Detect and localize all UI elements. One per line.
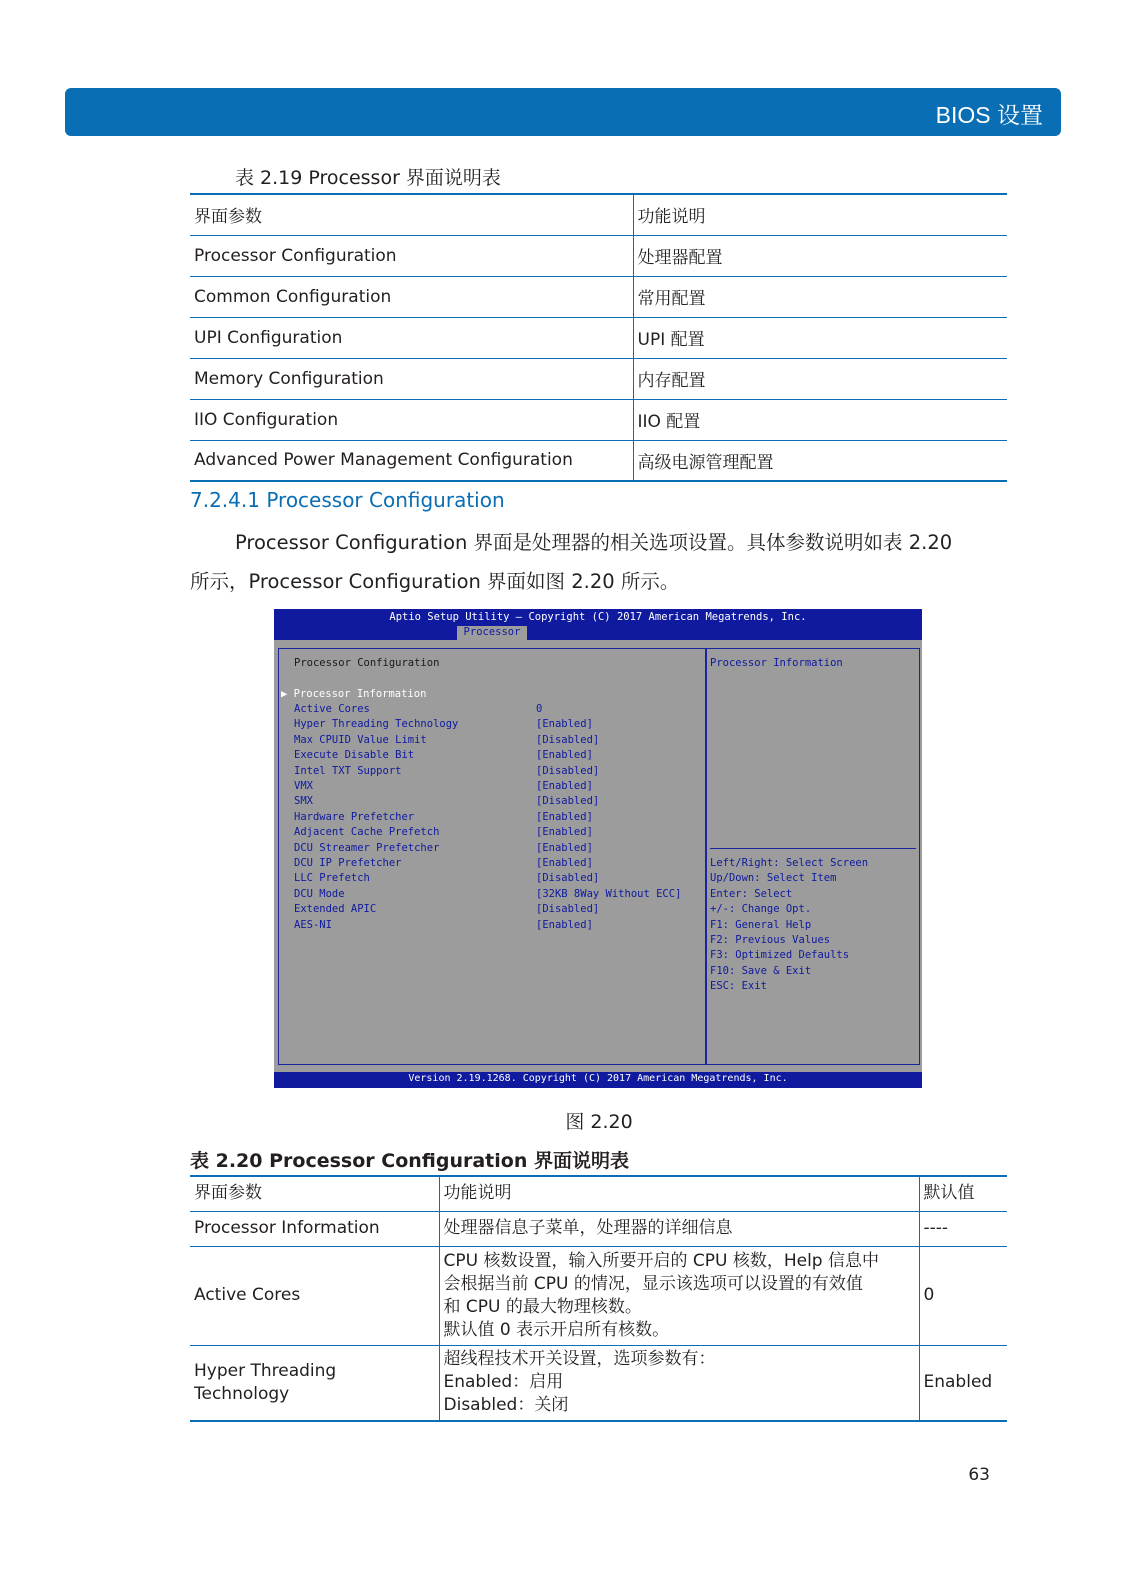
bios-item-label[interactable]: Execute Disable Bit <box>294 749 415 762</box>
table2 <box>190 1175 1007 1422</box>
bios-key-hint: Left/Right: Select Screen <box>710 857 869 869</box>
table-row <box>190 1211 1007 1246</box>
bios-item-value[interactable]: [32KB 8Way Without ECC] <box>536 887 682 900</box>
bios-item-value[interactable]: [Disabled] <box>536 903 600 916</box>
table-cell-line: 处理器信息子菜单，处理器的详细信息 <box>443 1218 733 1238</box>
bios-item-value[interactable]: [Enabled] <box>536 780 593 792</box>
table-row <box>190 276 1007 317</box>
bios-key-hint: F2: Previous Values <box>710 934 831 946</box>
table-cell-line: Disabled：关闭 <box>443 1395 569 1416</box>
bios-tab-processor: Processor <box>457 626 527 640</box>
table-cell: UPI 配置 <box>633 317 1007 358</box>
table-cell-line: 会根据当前 CPU 的情况，显示该选项可以设置的有效值 <box>443 1273 863 1294</box>
table-cell: IIO Configuration <box>190 399 633 440</box>
table2-header-row <box>190 1176 1007 1211</box>
table-cell: 高级电源管理配置 <box>633 440 1007 481</box>
table-cell: 常用配置 <box>633 276 1007 317</box>
page-number: 63 <box>968 1465 990 1485</box>
bios-item-label[interactable]: DCU Mode <box>294 887 345 900</box>
bios-panel-title: Processor Configuration <box>294 657 440 669</box>
bios-item-label[interactable]: AES-NI <box>294 918 332 931</box>
header-title: BIOS 设置 <box>935 102 1043 128</box>
bios-footer: Version 2.19.1268. Copyright (C) 2017 American Megatrends, Inc. <box>274 1072 922 1088</box>
bios-item-label[interactable]: Extended APIC <box>294 903 377 916</box>
bios-item-value[interactable]: [Disabled] <box>536 764 600 777</box>
table-cell-line: 超线程技术开关设置，选项参数有： <box>443 1349 716 1370</box>
bios-key-hint: Enter: Select <box>710 887 793 900</box>
table2-caption: 表 2.20 Processor Configuration 界面说明表 <box>190 1150 629 1172</box>
table-cell <box>439 1211 919 1246</box>
table2-header-cell: 功能说明 <box>439 1176 919 1211</box>
table-cell-line: 和 CPU 的最大物理核数。 <box>443 1296 642 1317</box>
table-cell: Processor Configuration <box>190 235 633 276</box>
bios-item-value[interactable]: [Enabled] <box>536 718 593 731</box>
bios-item-value[interactable]: [Enabled] <box>536 810 593 823</box>
bios-title: Aptio Setup Utility – Copyright (C) 2017 American Megatrends, Inc. <box>389 611 807 623</box>
bios-right-panel <box>706 648 920 1065</box>
table1-header-cell: 界面参数 <box>190 194 633 235</box>
table1-caption: 表 2.19 Processor 界面说明表 <box>235 167 501 189</box>
bios-item-value[interactable]: [Enabled] <box>536 841 593 854</box>
bios-key-hint: Up/Down: Select Item <box>710 872 837 885</box>
paragraph-line: Processor Configuration 界面是处理器的相关选项设置。具体参数说明如表 2.20 <box>235 531 953 554</box>
table-cell: Advanced Power Management Configuration <box>190 440 633 481</box>
table-cell: 0 <box>919 1246 1007 1345</box>
bios-submenu-item: ▶ Processor Information <box>281 688 427 700</box>
table-cell: Common Configuration <box>190 276 633 317</box>
table-row <box>190 399 1007 440</box>
bios-item-label[interactable]: Hardware Prefetcher <box>294 810 415 823</box>
bios-item-label[interactable]: DCU IP Prefetcher <box>294 857 402 869</box>
table-cell: Hyper Threading Technology <box>190 1345 439 1421</box>
header-bar <box>65 88 1061 136</box>
bios-title-bar <box>274 609 922 640</box>
bios-item-value[interactable]: [Enabled] <box>536 826 593 839</box>
section-heading: 7.2.4.1 Processor Configuration <box>190 488 505 512</box>
bios-item-value[interactable]: 0 <box>536 703 543 715</box>
bios-item-value[interactable]: [Enabled] <box>536 749 593 762</box>
table-cell: 内存配置 <box>633 358 1007 399</box>
table-row <box>190 440 1007 481</box>
bios-item-label[interactable]: LLC Prefetch <box>294 872 370 885</box>
table1 <box>190 193 1007 482</box>
table-row <box>190 317 1007 358</box>
bios-item-label[interactable]: Max CPUID Value Limit <box>294 733 427 746</box>
table-row <box>190 235 1007 276</box>
table1-header-row <box>190 194 1007 235</box>
bios-item-value[interactable]: [Disabled] <box>536 733 600 746</box>
table-cell: Processor Information <box>190 1211 439 1246</box>
table-cell <box>439 1246 919 1345</box>
table-cell: UPI Configuration <box>190 317 633 358</box>
table-cell: Active Cores <box>190 1246 439 1345</box>
bios-key-hint: F3: Optimized Defaults <box>710 949 850 962</box>
table-row <box>190 1246 1007 1345</box>
table2-header-cell: 界面参数 <box>190 1176 439 1211</box>
bios-item-value[interactable]: [Disabled] <box>536 872 600 885</box>
paragraph-line: 所示，Processor Configuration 界面如图 2.20 所示。 <box>190 570 680 593</box>
bios-key-hint: F1: General Help <box>710 918 812 931</box>
table-cell: IIO 配置 <box>633 399 1007 440</box>
bios-item-label[interactable]: Intel TXT Support <box>294 764 402 777</box>
bios-item-value[interactable]: [Disabled] <box>536 795 600 808</box>
table-row <box>190 1345 1007 1421</box>
table-cell: Enabled <box>919 1345 1007 1421</box>
table-cell-line: Enabled：启用 <box>443 1372 564 1393</box>
bios-help-title: Processor Information <box>710 657 843 669</box>
bios-key-hint: +/-: Change Opt. <box>710 903 812 916</box>
bios-item-label[interactable]: VMX <box>294 780 313 792</box>
bios-item-label[interactable]: Hyper Threading Technology <box>294 718 459 731</box>
bios-key-hint: ESC: Exit <box>710 980 767 993</box>
table-cell: 处理器配置 <box>633 235 1007 276</box>
table1-header-cell: 功能说明 <box>633 194 1007 235</box>
figure-caption: 图 2.20 <box>565 1111 633 1133</box>
bios-item-value[interactable]: [Enabled] <box>536 918 593 931</box>
table2-header-cell: 默认值 <box>919 1176 1007 1211</box>
bios-screenshot <box>274 609 922 1088</box>
bios-item-label[interactable]: Adjacent Cache Prefetch <box>294 826 440 839</box>
bios-left-panel <box>278 648 706 1065</box>
bios-item-value[interactable]: [Enabled] <box>536 857 593 869</box>
table-cell-line: CPU 核数设置，输入所要开启的 CPU 核数，Help 信息中 <box>443 1250 879 1271</box>
bios-divider <box>710 848 916 849</box>
table-cell-line: 默认值 0 表示开启所有核数。 <box>443 1319 670 1340</box>
table-cell: ---- <box>919 1211 1007 1246</box>
bios-item-label[interactable]: SMX <box>294 795 313 808</box>
table-row <box>190 358 1007 399</box>
bios-item-label[interactable]: Active Cores <box>294 703 370 715</box>
bios-item-label[interactable]: DCU Streamer Prefetcher <box>294 841 440 854</box>
table-cell: Memory Configuration <box>190 358 633 399</box>
bios-key-hint: F10: Save & Exit <box>710 964 812 977</box>
table-cell <box>439 1345 919 1421</box>
